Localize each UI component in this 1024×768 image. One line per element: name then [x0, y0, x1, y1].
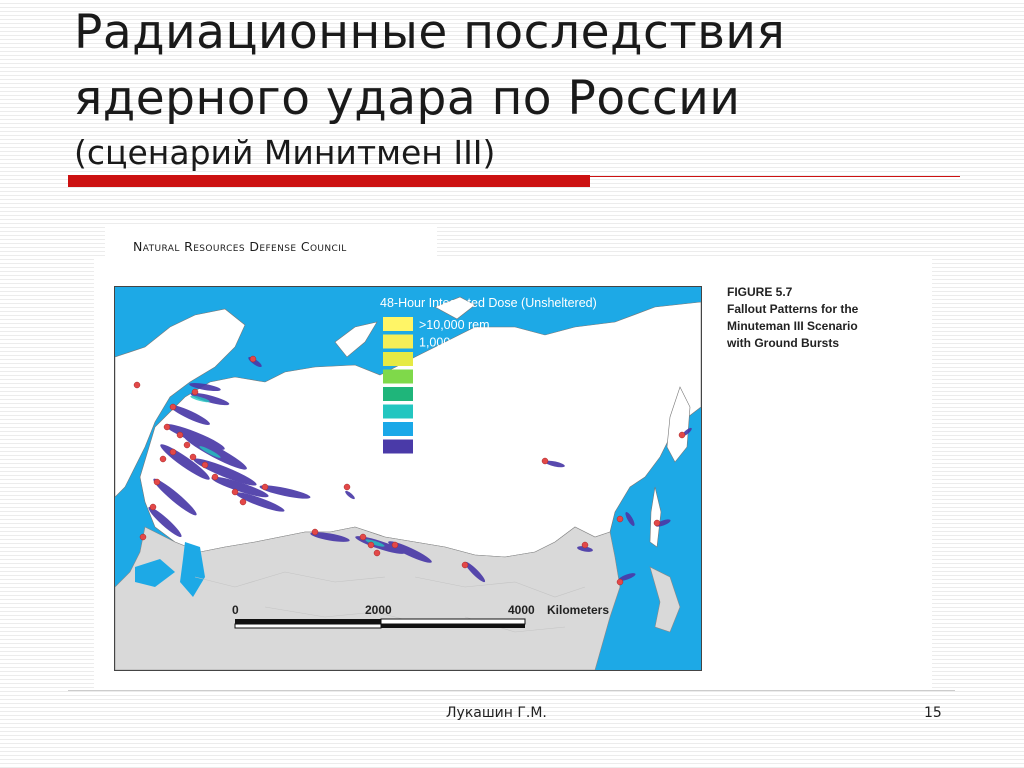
caption-figure-number: FIGURE 5.7 [727, 285, 793, 299]
scale-bar-white [381, 619, 525, 624]
target-point [392, 542, 398, 548]
target-point [374, 550, 380, 556]
scale-bar-black-right [381, 624, 525, 628]
target-point [170, 449, 176, 455]
legend-swatch [383, 352, 413, 366]
target-point [344, 484, 350, 490]
legend-label: 50-100 rem [419, 423, 483, 437]
figure-caption [727, 284, 858, 352]
target-point [462, 562, 468, 568]
legend-label: >10,000 rem [419, 318, 490, 332]
title-line-2: ядерного удара по России [74, 71, 741, 126]
legend-label: 800-1000 rem [419, 353, 497, 367]
target-point [679, 432, 685, 438]
target-point [140, 534, 146, 540]
target-point [617, 579, 623, 585]
target-point [654, 520, 660, 526]
footer-divider [68, 690, 955, 691]
footer-author: Лукашин Г.М. [446, 705, 547, 721]
title-accent-bar [68, 175, 590, 187]
slide-title [74, 0, 954, 178]
source-label: Natural Resources Defense Council [133, 239, 347, 254]
target-point [202, 462, 208, 468]
legend-title: 48-Hour Integrated Dose (Unsheltered) [380, 296, 597, 310]
scale-bar-white-left [235, 624, 381, 628]
caption-line: with Ground Bursts [727, 336, 839, 350]
scale-tick-0: 0 [232, 603, 239, 617]
target-point [154, 479, 160, 485]
title-line-1: Радиационные последствия [74, 5, 786, 60]
title-accent-line [590, 176, 960, 177]
target-point [368, 542, 374, 548]
caption-line: Minuteman III Scenario [727, 319, 858, 333]
legend-label: 450-800 rem [419, 370, 490, 385]
target-point [542, 458, 548, 464]
target-point [190, 454, 196, 460]
target-point [312, 529, 318, 535]
target-point [160, 456, 166, 462]
target-point [617, 516, 623, 522]
legend-swatch [383, 422, 413, 436]
legend-label: 100-200 rem [419, 405, 490, 420]
scale-tick-2000: 2000 [365, 603, 392, 617]
target-point [262, 484, 268, 490]
legend-label: 200-450 rem [419, 388, 490, 402]
legend-swatch [383, 335, 413, 349]
legend-label: 10-50 rem [419, 440, 476, 455]
target-point [212, 474, 218, 480]
target-point [232, 489, 238, 495]
legend-swatch [383, 370, 413, 384]
title-subtitle: (сценарий Минитмен III) [74, 133, 496, 172]
target-point [192, 389, 198, 395]
target-point [250, 356, 256, 362]
legend-swatch [383, 440, 413, 454]
scale-unit: Kilometers [547, 603, 610, 617]
target-point [184, 442, 190, 448]
legend-label: 1,000-10,000 rem [419, 335, 518, 350]
legend-swatch [383, 387, 413, 401]
legend-swatch [383, 405, 413, 419]
caption-line: Fallout Patterns for the [727, 302, 859, 316]
legend-swatch [383, 317, 413, 331]
fallout-map [114, 286, 702, 671]
map-svg [115, 287, 701, 670]
page-number: 15 [924, 705, 942, 721]
target-point [360, 534, 366, 540]
target-point [582, 542, 588, 548]
target-point [150, 504, 156, 510]
target-point [164, 424, 170, 430]
scale-bar-black-left [235, 619, 381, 624]
target-point [177, 432, 183, 438]
target-point [240, 499, 246, 505]
target-point [134, 382, 140, 388]
scale-tick-4000: 4000 [508, 603, 535, 617]
target-point [170, 404, 176, 410]
